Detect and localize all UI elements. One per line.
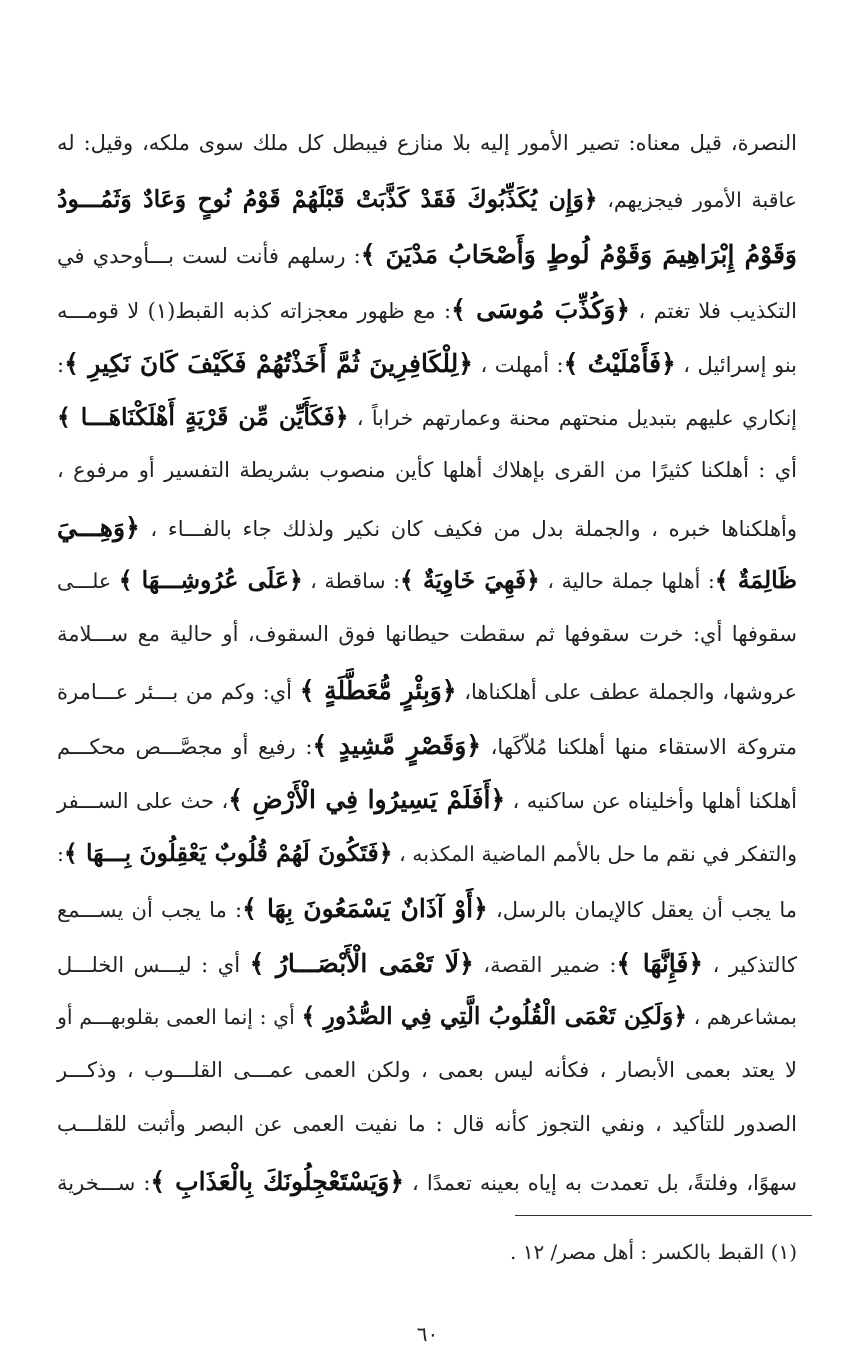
footnote-separator bbox=[515, 1215, 812, 1216]
page-number: ٦٠ bbox=[416, 1322, 439, 1346]
quran-verse: ﴿عَلَى عُرُوشِـــهَا ﴾ bbox=[118, 566, 303, 594]
text-line bbox=[57, 678, 797, 703]
quran-verse: ﴿فَأَمْلَيْتُ ﴾ bbox=[563, 349, 676, 378]
commentary-text: : ساقطة ، bbox=[302, 569, 400, 593]
commentary-text: سقوفها أي: خرت سقوفها ثم سقطت حيطانها فوق السقوف، أو حالية مع ســـلامة bbox=[57, 621, 797, 646]
commentary-text: أي: وكم من بـــئر عـــامرة bbox=[57, 680, 300, 704]
commentary-text: علـــى bbox=[57, 569, 119, 593]
commentary-text: لا يعتد بعمى الأبصار ، فكأنه ليس بعمى ، ولكن العمى عمـــى القلـــوب ، وذكـــر bbox=[57, 1057, 797, 1082]
quran-verse: ﴿وَقَصْرٍ مَّشِيدٍ ﴾ bbox=[312, 730, 481, 760]
text-line bbox=[57, 512, 797, 542]
text-line bbox=[57, 1002, 797, 1030]
commentary-text: والتفكر في نقم ما حل بالأمم الماضية المكذبه ، bbox=[392, 841, 797, 866]
footnote: (١) القبط بالكسر : أهل مصر/ ١٢ . bbox=[510, 1240, 797, 1264]
text-line bbox=[57, 948, 797, 978]
quran-verse: ﴿لَا تَعْمَى الْأَبْصَـــارُ ﴾ bbox=[249, 948, 474, 978]
commentary-text: الصدور للتأكيد ، ونفي التجوز كأنه قال : ما نفيت العمى عن البصر وأثبت للقلـــب bbox=[57, 1112, 797, 1136]
text-line bbox=[57, 1114, 797, 1135]
commentary-text: أي : أهلكنا كثيرًا من القرى بإهلاك أهلها كأين منصوب بشريطة التفسير أو مرفوع ، bbox=[57, 458, 797, 482]
text-line bbox=[57, 402, 797, 431]
text-line bbox=[57, 351, 797, 376]
quran-verse: ﴿فَتَكُونَ لَهُمْ قُلُوبٌ يَعْقِلُونَ بِـــهَا ﴾ bbox=[63, 838, 393, 867]
text-line bbox=[57, 838, 797, 867]
commentary-text: متروكة الاستقاء منها أهلكنا مُلاّكَها، bbox=[480, 734, 798, 759]
quran-verse: ﴿وَإِن يُكَذِّبُوكَ فَقَدْ كَذَّبَتْ قَبْلَهُمْ قَوْمُ نُوحٍ وَعَادٌ وَثَمُـــودُ bbox=[57, 184, 598, 213]
commentary-text: كالتذكير ، bbox=[703, 952, 797, 977]
text-line bbox=[57, 1166, 797, 1196]
commentary-text: : bbox=[57, 841, 64, 866]
text-line bbox=[57, 896, 797, 921]
commentary-text: أي : ليـــس الخلـــل bbox=[57, 952, 250, 977]
commentary-text: : أمهلت ، bbox=[472, 353, 564, 377]
text-line bbox=[57, 133, 797, 154]
text-line bbox=[57, 621, 797, 646]
commentary-text: عاقبة الأمور فيجزيهم، bbox=[597, 187, 797, 212]
commentary-text: التكذيب فلا تغتم ، bbox=[630, 298, 798, 323]
commentary-text: أهلكنا أهلها وأخليناه عن ساكنيه ، bbox=[505, 789, 797, 813]
quran-verse: ﴿لِلْكَافِرِينَ ثُمَّ أَخَذْتُهُمْ فَكَيْفَ كَانَ نَكِيرِ ﴾ bbox=[64, 349, 473, 378]
quran-verse: ﴿وَيَسْتَعْجِلُونَكَ بِالْعَذَابِ ﴾ bbox=[150, 1166, 404, 1196]
commentary-text: : رفيع أو مجصَّـــص محكـــم bbox=[57, 734, 313, 759]
commentary-text: : bbox=[57, 353, 65, 377]
text-line bbox=[57, 184, 797, 213]
commentary-text: بمشاعرهم ، bbox=[687, 1005, 797, 1029]
quran-verse: ﴿فَهِيَ خَاوِيَةٌ ﴾ bbox=[400, 566, 540, 594]
text-line bbox=[57, 460, 797, 481]
quran-verse: ﴿وَلَكِن تَعْمَى الْقُلُوبُ الَّتِي فِي الصُّدُورِ ﴾ bbox=[301, 1002, 688, 1030]
commentary-text: إنكاري عليهم بتبديل منحتهم محنة وعمارتهم خراباً ، bbox=[348, 405, 797, 430]
quran-verse: ﴿فَإِنَّهَا ﴾ bbox=[616, 948, 704, 978]
commentary-text: وأهلكناها خبره ، والجملة بدل من فكيف كان نكير ولذلك جاء بالفـــاء ، bbox=[139, 516, 797, 541]
quran-verse: ﴿أَفَلَمْ يَسِيرُوا فِي الْأَرْضِ ﴾ bbox=[228, 785, 506, 814]
commentary-text: سهوًا، وفلتةً، بل تعمدت به إياه بعينه تعمدًا ، bbox=[403, 1170, 797, 1195]
commentary-text: عروشها، والجملة عطف على أهلكناها، bbox=[456, 680, 797, 704]
commentary-text: : مع ظهور معجزاته كذبه القبط(١) لا قومـــه bbox=[57, 298, 452, 323]
quran-verse: ﴿وَهِـــيَ bbox=[57, 512, 140, 542]
text-line bbox=[57, 294, 798, 324]
text-line bbox=[57, 1057, 797, 1082]
commentary-text: : ما يجب أن يســـمع bbox=[57, 898, 243, 922]
quran-verse: ظَالِمَةٌ ﴾ bbox=[714, 566, 798, 594]
quran-verse: ﴿فَكَأَيِّن مِّن قَرْيَةٍ أَهْلَكْنَاهَـــا ﴾ bbox=[57, 402, 349, 431]
quran-verse: ﴿أَوْ آذَانٌ يَسْمَعُونَ بِهَا ﴾ bbox=[242, 894, 488, 923]
commentary-text: ما يجب أن يعقل كالإيمان بالرسل، bbox=[487, 898, 797, 922]
commentary-text: : ضمير القصة، bbox=[473, 952, 617, 977]
commentary-text: النصرة، قيل معناه: تصير الأمور إليه بلا منازع فيبطل كل ملك سوى ملكه، وقيل: له bbox=[57, 131, 797, 155]
quran-verse: ﴿وَكُذِّبَ مُوسَى ﴾ bbox=[451, 294, 631, 324]
text-line bbox=[57, 787, 797, 812]
commentary-text: : رسلهم فأنت لست بـــأوحدي في bbox=[57, 244, 361, 268]
commentary-text: أي : إنما العمى بقلوبهـــم أو bbox=[57, 1005, 302, 1029]
commentary-text: بنو إسرائيل ، bbox=[675, 353, 798, 377]
commentary-text: : أهلها جملة حالية ، bbox=[539, 569, 715, 593]
commentary-text: : ســـخرية bbox=[57, 1170, 151, 1195]
quran-verse: وَقَوْمُ إِبْرَاهِيمَ وَقَوْمُ لُوطٍ وَأَصْحَابُ مَدْيَنَ ﴾ bbox=[360, 240, 798, 269]
commentary-text: ، حث على الســـفر bbox=[57, 789, 229, 813]
text-line bbox=[57, 242, 797, 267]
text-line bbox=[57, 566, 798, 594]
text-line bbox=[57, 730, 798, 760]
quran-verse: ﴿وَبِئْرٍ مُّعَطَّلَةٍ ﴾ bbox=[299, 676, 457, 705]
